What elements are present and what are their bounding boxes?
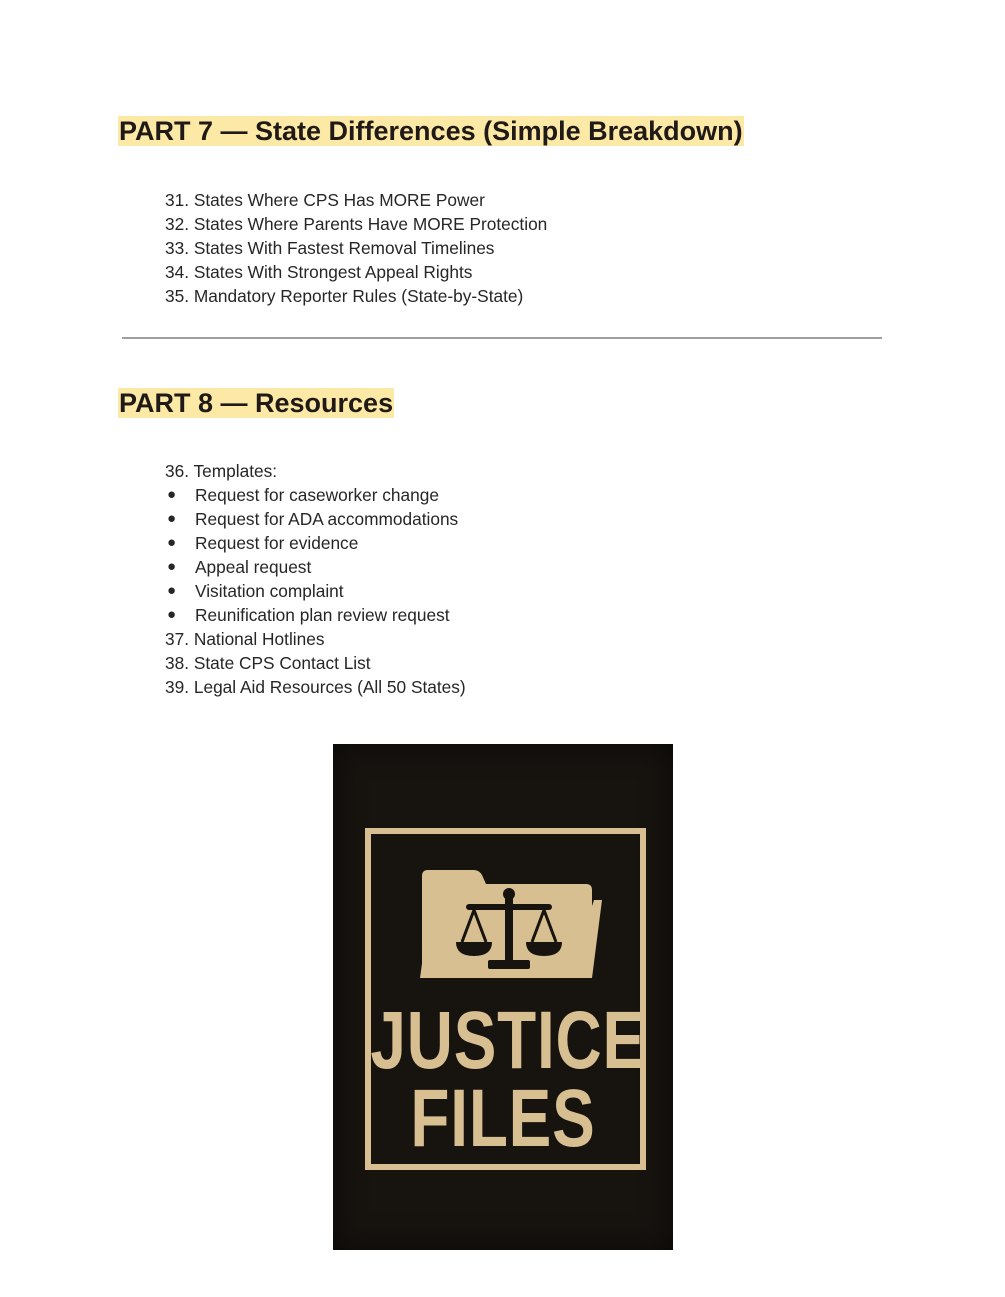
bullet-text: Request for caseworker change [195,485,439,505]
item-number: 35. [165,286,190,306]
item-number: 32. [165,214,190,234]
item-number: 36. [165,461,190,481]
list-item [165,236,547,260]
part8-heading [118,386,394,420]
bullet-dot: ● [167,582,177,599]
item-text: States Where CPS Has MORE Power [193,190,485,210]
bullet-item [165,483,466,507]
bullet-dot: ● [167,606,177,623]
bullet-dot: ● [167,486,177,503]
list-item [165,651,466,675]
part7-list [165,188,547,308]
bullet-text: Appeal request [195,557,312,577]
item-number: 33. [165,238,190,258]
logo-word-justice: JUSTICE [370,995,646,1086]
item-text: State CPS Contact List [193,653,371,673]
part8-heading-text: PART 8 — Resources [119,388,394,418]
item-number: 34. [165,262,190,282]
item-text: States Where Parents Have MORE Protection [193,214,548,234]
bullet-text: Reunification plan review request [195,605,450,625]
list-item [165,284,547,308]
part8-list [165,459,466,699]
bullet-text: Visitation complaint [195,581,344,601]
bullet-item [165,603,466,627]
item-text: National Hotlines [193,629,325,649]
item-number: 31. [165,190,190,210]
bullet-dot: ● [167,558,177,575]
list-item-templates [165,459,466,483]
item-text: Templates: [193,461,278,481]
item-text: States With Fastest Removal Timelines [193,238,495,258]
list-item [165,675,466,699]
bullet-item [165,555,466,579]
bullet-item [165,531,466,555]
bullet-text: Request for evidence [195,533,359,553]
item-text: Legal Aid Resources (All 50 States) [193,677,466,697]
item-number: 39. [165,677,190,697]
item-text: States With Strongest Appeal Rights [193,262,473,282]
part7-heading-text: PART 7 — State Differences (Simple Breakdown) [119,116,743,146]
part7-heading [118,114,744,148]
logo-word-files: FILES [410,1073,596,1164]
bullet-text: Request for ADA accommodations [195,509,459,529]
item-text: Mandatory Reporter Rules (State-by-State) [193,286,524,306]
section-divider [122,337,882,339]
bullet-item [165,579,466,603]
bullet-dot: ● [167,534,177,551]
list-item [165,188,547,212]
bullet-dot: ● [167,510,177,527]
item-number: 37. [165,629,190,649]
justice-files-logo [333,744,673,1250]
list-item [165,212,547,236]
list-item [165,627,466,651]
list-item [165,260,547,284]
item-number: 38. [165,653,190,673]
bullet-item [165,507,466,531]
